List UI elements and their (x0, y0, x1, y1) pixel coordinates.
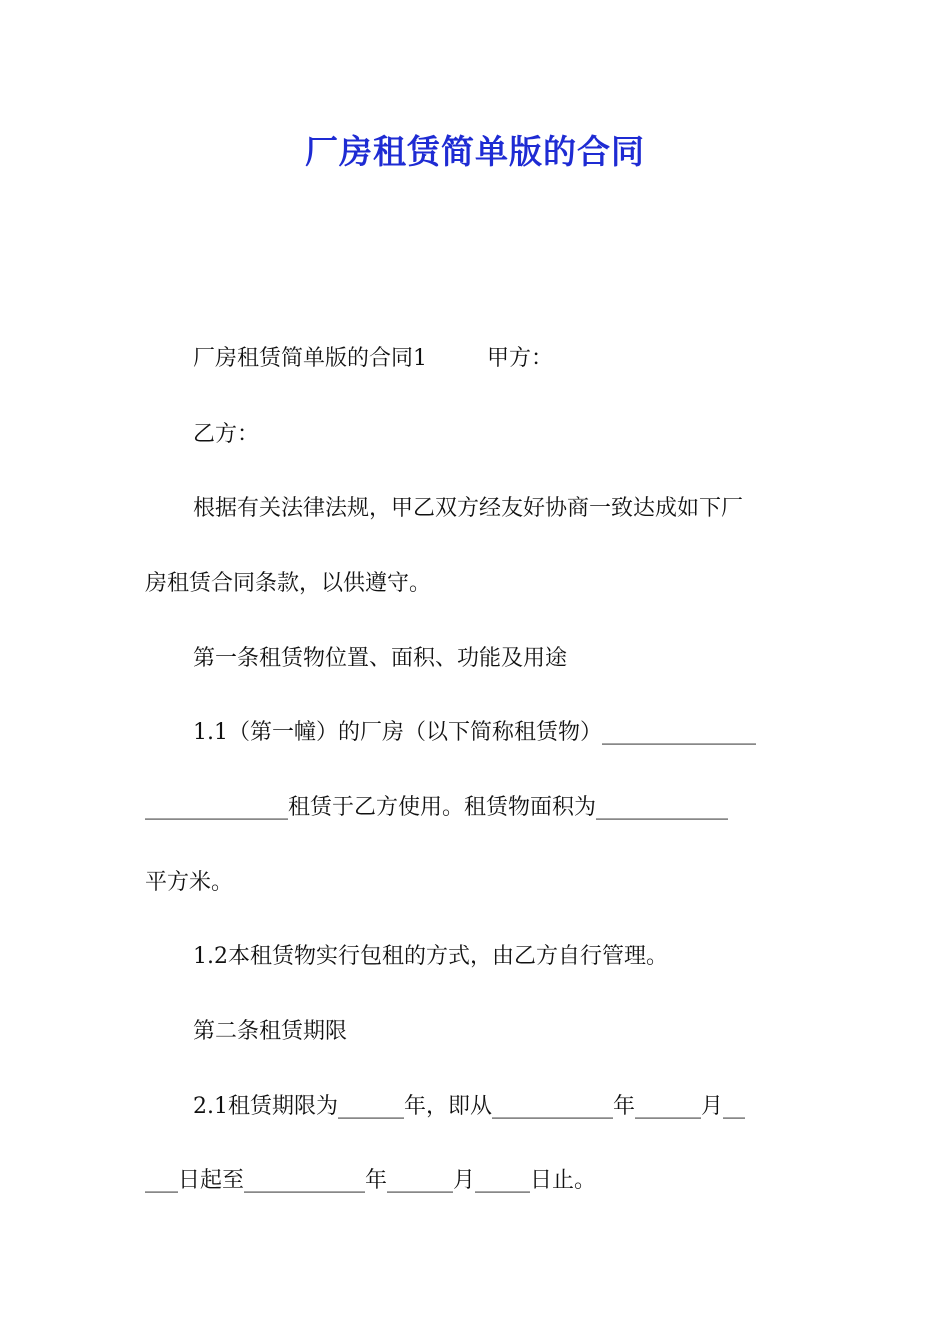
intro-line-1: 根据有关法律法规，甲乙双方经友好协商一致达成如下厂 (193, 496, 744, 521)
clause-2-1-line-2: ___日起至___________年______月_____日止。 (145, 1168, 597, 1193)
article-1-heading: 第一条租赁物位置、面积、功能及用途 (193, 646, 568, 671)
intro-line-2: 房租赁合同条款，以供遵守。 (145, 571, 432, 596)
clause-2-1-line-1: 2.1租赁期限为______年，即从___________年______月__ (193, 1094, 745, 1119)
clause-1-1-line-2: _____________租赁于乙方使用。租赁物面积为____________ (145, 795, 729, 820)
contract-heading: 厂房租赁简单版的合同1 (193, 346, 427, 371)
clause-1-1-line-3: 平方米。 (145, 870, 234, 895)
paragraph-heading-line (145, 344, 858, 374)
clause-1-1-line-1: 1.1（第一幢）的厂房（以下简称租赁物）______________ (193, 720, 756, 745)
document-title: 厂房租赁简单版的合同 (305, 132, 645, 171)
party-b-label: 乙方： (193, 422, 260, 447)
party-a-label: 甲方： (487, 346, 554, 371)
article-2-heading: 第二条租赁期限 (193, 1019, 348, 1044)
clause-1-2: 1.2本租赁物实行包租的方式，由乙方自行管理。 (193, 944, 668, 969)
